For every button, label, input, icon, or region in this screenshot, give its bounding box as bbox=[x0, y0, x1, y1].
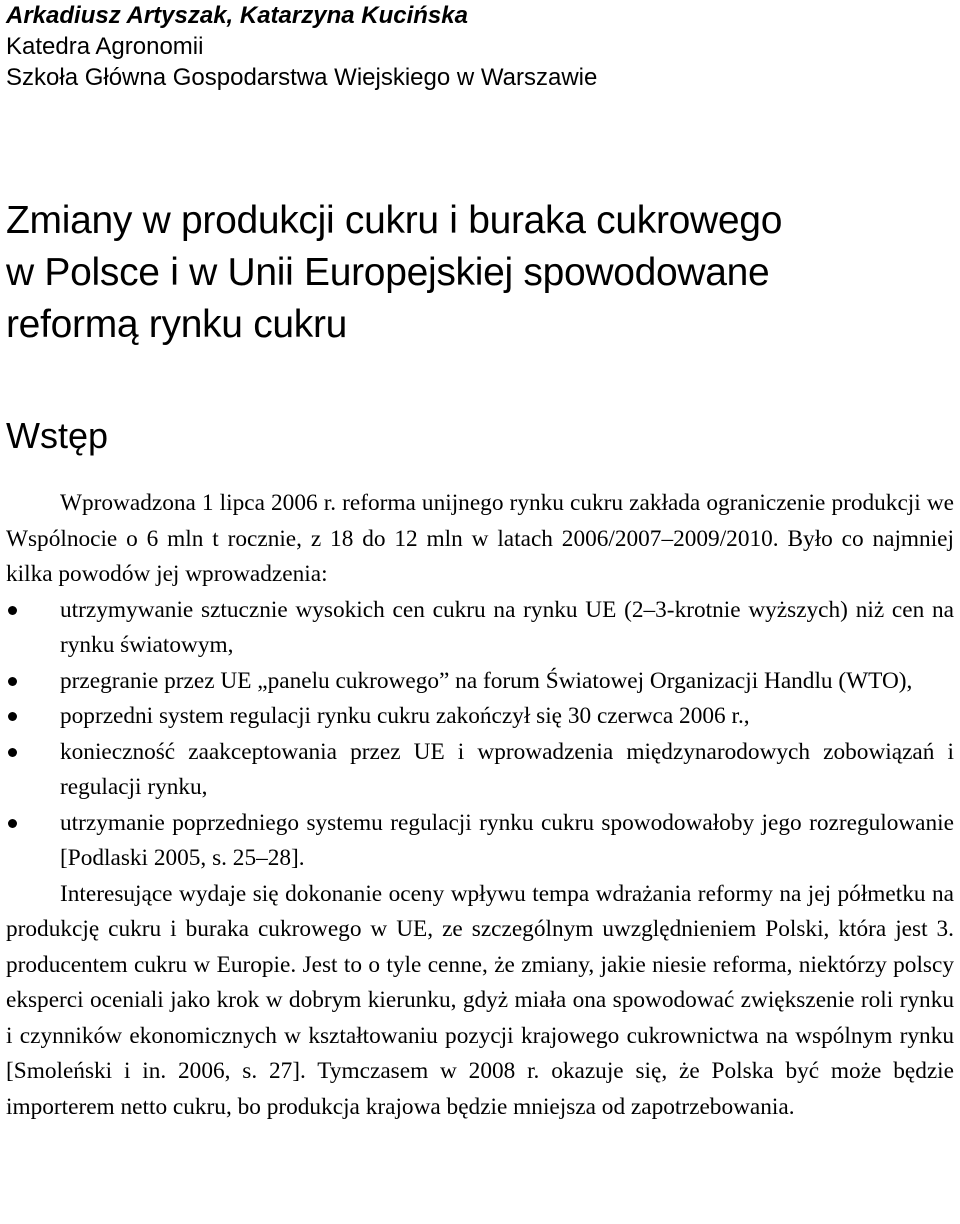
title-line: reformą rynku cukru bbox=[6, 303, 348, 346]
institution-name: Szkoła Główna Gospodarstwa Wiejskiego w Warszawie bbox=[6, 64, 598, 91]
author-block bbox=[6, 0, 597, 93]
section-body bbox=[6, 486, 954, 1125]
list-item bbox=[6, 735, 954, 806]
list-item-text: przegranie przez UE „panelu cukrowego” na forum Światowej Organizacji Handlu (WTO), bbox=[60, 667, 913, 694]
list-item bbox=[6, 593, 954, 664]
article-title bbox=[6, 195, 782, 351]
bullet-icon bbox=[8, 819, 17, 828]
bullet-icon bbox=[8, 677, 17, 686]
bullet-icon bbox=[8, 748, 17, 757]
list-item-text: konieczność zaakceptowania przez UE i wprowadzenia międzynarodowych zobowiązań i regulacji rynku, bbox=[60, 738, 954, 800]
section-heading: Wstęp bbox=[6, 415, 109, 456]
list-item-text: utrzymanie poprzedniego systemu regulacji rynku cukru spowodowałoby jego rozregulowanie [Podlaski 2005, s. 25–28]. bbox=[60, 809, 954, 871]
list-item-text: poprzedni system regulacji rynku cukru zakończył się 30 czerwca 2006 r., bbox=[60, 703, 750, 729]
list-item bbox=[6, 806, 954, 877]
author-names: Arkadiusz Artyszak, Katarzyna Kucińska bbox=[6, 2, 468, 29]
body-paragraph: Interesujące wydaje się dokonanie oceny wpływu tempa wdrażania reformy na jej półmetku na produkcję cukru i buraka cukrowego w UE, ze szczególnym uwzględnieniem Polski, która jest 3. producentem cukru w Europie. Jest to o tyle cenne, że zmiany, jakie niesie reforma, niektórzy polscy eksperci oceniali jako krok w dobrym kierunku, gdyż miała ona spowodować zwiększenie roli rynku i czynników ekonomicznych w kształtowaniu pozycji krajowego cukrownictwa na wspólnym rynku [Smoleński i in. 2006, s. 27]. Tymczasem w 2008 r. okazuje się, że Polska być może będzie importerem netto cukru, bo produkcja krajowa będzie mniejsza od zapotrzebowania. bbox=[6, 880, 954, 1120]
list-item-text: utrzymywanie sztucznie wysokich cen cukru na rynku UE (2–3-krotnie wyższych) niż cen na rynku światowym, bbox=[60, 596, 954, 658]
intro-paragraph: Wprowadzona 1 lipca 2006 r. reforma unijnego rynku cukru zakłada ograniczenie produkcji we Wspólnocie o 6 mln t rocznie, z 18 do 12 mln w latach 2006/2007–2009/2010. Było co najmniej kilka powodów jej wprowadzenia: bbox=[6, 490, 954, 587]
title-line: w Polsce i w Unii Europejskiej spowodowane bbox=[6, 251, 770, 294]
title-line: Zmiany w produkcji cukru i buraka cukrowego bbox=[6, 199, 783, 242]
reasons-list bbox=[6, 593, 954, 877]
bullet-icon bbox=[8, 606, 17, 615]
list-item bbox=[6, 664, 954, 700]
department-name: Katedra Agronomii bbox=[6, 33, 204, 60]
list-item bbox=[6, 699, 954, 735]
bullet-icon bbox=[8, 712, 17, 721]
